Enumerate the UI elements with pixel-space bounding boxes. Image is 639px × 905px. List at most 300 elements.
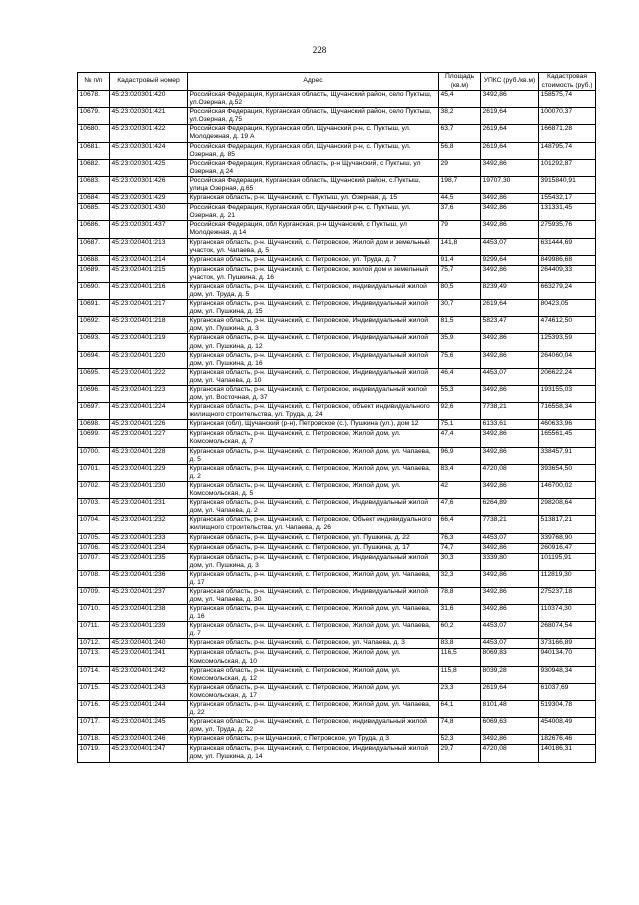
cadastral-number-cell: 45:23:020301:429: [110, 194, 188, 204]
table-header-row: [78, 73, 596, 91]
cadastral-number-cell: 45:23:020401:228: [110, 447, 188, 464]
area-cell: 37,6: [439, 204, 481, 221]
upks-cell: 8039,28: [481, 666, 539, 683]
row-number-cell: 10680.: [78, 125, 110, 142]
cadastral-value-cell: 393654,50: [539, 464, 596, 481]
upks-cell: 3492,86: [481, 334, 539, 351]
table-row: [78, 420, 596, 430]
cadastral-value-cell: 165561,45: [539, 430, 596, 447]
address-cell: Курганская область, р-н. Щучанский, с. Петровское, Индивидуальный жилой дом, ул. Пушкина, д. 15: [188, 300, 439, 317]
table-row: [78, 533, 596, 543]
table-row: [78, 718, 596, 735]
cadastral-value-cell: 125393,59: [539, 334, 596, 351]
cadastral-number-cell: 45:23:020401:226: [110, 420, 188, 430]
cadastral-value-cell: 140186,31: [539, 745, 596, 762]
table-row: [78, 481, 596, 498]
address-cell: Курганская область, р-н. Щучанский, с. Петровское, Объект индивидуального жилищного строительства, ул. Чапаева, д. 26: [188, 516, 439, 533]
cadastral-number-cell: 45:23:020401:234: [110, 543, 188, 553]
address-cell: Курганская область, р-н. Щучанский, с. Петровское, Жилой дом, ул. Чапаева, д. 16: [188, 605, 439, 622]
table-row: [78, 265, 596, 282]
table-row: [78, 666, 596, 683]
cadastral-number-cell: 45:23:020401:247: [110, 745, 188, 762]
row-number-cell: 10695.: [78, 368, 110, 385]
upks-cell: 3492,86: [481, 570, 539, 587]
table-body: [78, 91, 596, 763]
row-number-cell: 10705.: [78, 533, 110, 543]
area-cell: 81,5: [439, 317, 481, 334]
table-row: [78, 159, 596, 176]
cadastral-value-cell: 454008,49: [539, 718, 596, 735]
cadastral-value-cell: 849986,68: [539, 255, 596, 265]
row-number-cell: 10716.: [78, 701, 110, 718]
cadastral-value-cell: 61037,69: [539, 683, 596, 700]
address-cell: Российская Федерация, Курганская обл, Щучанский р-н, с. Пуктыш, ул. Озерная, д. 21: [188, 204, 439, 221]
row-number-cell: 10690.: [78, 282, 110, 299]
cadastral-number-cell: 45:23:020301:426: [110, 176, 188, 193]
row-number-cell: 10714.: [78, 666, 110, 683]
upks-cell: 3492,86: [481, 605, 539, 622]
row-number-cell: 10703.: [78, 499, 110, 516]
upks-cell: 3492,86: [481, 430, 539, 447]
address-cell: Курганская область, р-н. Щучанский, с. Петровское, Жилой дом, ул. Комсомольская, д. 7: [188, 430, 439, 447]
address-cell: Курганская область, р-н Щучанский, с Петровское, ул Труда, д 3: [188, 735, 439, 745]
table-row: [78, 735, 596, 745]
cadastral-number-cell: 45:23:020301:424: [110, 142, 188, 159]
table-row: [78, 221, 596, 238]
cadastral-value-cell: 663279,24: [539, 282, 596, 299]
address-cell: Курганская область, р-н. Щучанский, с. Петровское, Жилой дом, ул. Чапаева, д. 17: [188, 570, 439, 587]
cadastral-value-cell: 631444,69: [539, 238, 596, 255]
row-number-cell: 10692.: [78, 317, 110, 334]
area-cell: 79: [439, 221, 481, 238]
cadastral-number-cell: 45:23:020401:240: [110, 639, 188, 649]
area-cell: 56,8: [439, 142, 481, 159]
address-cell: Курганская область, р-н. Щучанский, с. Петровское, Индивидуальный жилой дом, ул. Пушкина, д. 16: [188, 351, 439, 368]
row-number-cell: 10701.: [78, 464, 110, 481]
cadastral-number-cell: 45:23:020401:229: [110, 464, 188, 481]
table-row: [78, 108, 596, 125]
upks-cell: 19707,30: [481, 176, 539, 193]
cadastral-number-cell: 45:23:020401:237: [110, 587, 188, 604]
cadastral-value-cell: 339768,90: [539, 533, 596, 543]
cadastral-value-cell: 146700,02: [539, 481, 596, 498]
cadastral-number-cell: 45:23:020401:244: [110, 701, 188, 718]
cadastral-value-cell: 373166,89: [539, 639, 596, 649]
upks-cell: 3339,80: [481, 553, 539, 570]
row-number-cell: 10684.: [78, 194, 110, 204]
cadastral-value-cell: 264409,33: [539, 265, 596, 282]
table-row: [78, 639, 596, 649]
upks-cell: 3492,86: [481, 543, 539, 553]
address-cell: Курганская область, р-н. Щучанский, с. Петровское, Жилой дом, ул. Чапаева, д. 2: [188, 464, 439, 481]
row-number-cell: 10713.: [78, 649, 110, 666]
address-cell: Курганская область, р-н. Щучанский, с. Петровское, жилой дом и земельный участок, ул. Пушкина, д. 16: [188, 265, 439, 282]
area-cell: 29,7: [439, 745, 481, 762]
upks-cell: 3492,86: [481, 159, 539, 176]
cadastral-value-cell: 275935,76: [539, 221, 596, 238]
upks-cell: 7738,21: [481, 403, 539, 420]
area-cell: 75,6: [439, 351, 481, 368]
upks-cell: 5823,47: [481, 317, 539, 334]
area-cell: 63,7: [439, 125, 481, 142]
area-cell: 96,9: [439, 447, 481, 464]
table-row: [78, 125, 596, 142]
cadastral-value-cell: 338457,91: [539, 447, 596, 464]
cadastral-number-cell: 45:23:020401:233: [110, 533, 188, 543]
table-row: [78, 142, 596, 159]
cadastral-number-cell: 45:23:020301:422: [110, 125, 188, 142]
row-number-cell: 10686.: [78, 221, 110, 238]
address-cell: Курганская область, р-н. Щучанский, с. Петровское, Жилой дом, ул. Комсомольская, д. 5: [188, 481, 439, 498]
row-number-cell: 10719.: [78, 745, 110, 762]
upks-cell: 4453,07: [481, 639, 539, 649]
row-number-cell: 10678.: [78, 91, 110, 108]
header-address: Адрес: [188, 73, 439, 91]
upks-cell: 2619,64: [481, 683, 539, 700]
cadastral-value-cell: 474612,50: [539, 317, 596, 334]
area-cell: 115,8: [439, 666, 481, 683]
upks-cell: 3492,86: [481, 481, 539, 498]
cadastral-number-cell: 45:23:020401:218: [110, 317, 188, 334]
cadastral-value-cell: 260916,47: [539, 543, 596, 553]
cadastral-number-cell: 45:23:020401:243: [110, 683, 188, 700]
area-cell: 74,8: [439, 718, 481, 735]
address-cell: Курганская область, р-н. Щучанский, с. Петровское, Индивидуальный жилой дом, ул. Чапаева, д. 2: [188, 499, 439, 516]
table-row: [78, 238, 596, 255]
upks-cell: 3492,86: [481, 204, 539, 221]
address-cell: Курганская область, р-н. Щучанский, с. Петровское, Индивидуальный жилой дом, ул. Чапаева, д. 30: [188, 587, 439, 604]
area-cell: 75,1: [439, 420, 481, 430]
table-row: [78, 403, 596, 420]
table-row: [78, 570, 596, 587]
table-row: [78, 351, 596, 368]
table-row: [78, 649, 596, 666]
cadastral-number-cell: 45:23:020401:235: [110, 553, 188, 570]
table-row: [78, 317, 596, 334]
area-cell: 74,7: [439, 543, 481, 553]
cadastral-value-cell: 268074,54: [539, 622, 596, 639]
cadastral-number-cell: 45:23:020401:214: [110, 255, 188, 265]
row-number-cell: 10706.: [78, 543, 110, 553]
table-row: [78, 543, 596, 553]
header-num: № п/п: [78, 73, 110, 91]
row-number-cell: 10693.: [78, 334, 110, 351]
upks-cell: 4720,08: [481, 745, 539, 762]
cadastral-value-cell: 100070,37: [539, 108, 596, 125]
address-cell: Курганская область, р-н. Щучанский, с. Петровское, ул. Пушкина, д. 22: [188, 533, 439, 543]
upks-cell: 4453,07: [481, 238, 539, 255]
upks-cell: 4453,07: [481, 533, 539, 543]
upks-cell: 2619,64: [481, 125, 539, 142]
area-cell: 198,7: [439, 176, 481, 193]
cadastral-value-cell: 110374,30: [539, 605, 596, 622]
row-number-cell: 10710.: [78, 605, 110, 622]
area-cell: 76,3: [439, 533, 481, 543]
row-number-cell: 10683.: [78, 176, 110, 193]
area-cell: 42: [439, 481, 481, 498]
cadastral-value-cell: 101195,91: [539, 553, 596, 570]
cadastral-value-cell: 264060,04: [539, 351, 596, 368]
upks-cell: 9299,64: [481, 255, 539, 265]
address-cell: Российская Федерация, Курганская обл, Щучанский р-н, с. Пуктыш, ул. Озерная, д. 85: [188, 142, 439, 159]
cadastral-number-cell: 45:23:020301:425: [110, 159, 188, 176]
table-row: [78, 194, 596, 204]
address-cell: Курганская область, р-н. Щучанский, с. Петровское, Индивидуальный жилой дом, ул. Чапаева, д. 10: [188, 368, 439, 385]
cadastral-number-cell: 45:23:020401:223: [110, 386, 188, 403]
cadastral-number-cell: 45:23:020401:220: [110, 351, 188, 368]
cadastral-number-cell: 45:23:020301:437: [110, 221, 188, 238]
area-cell: 44,5: [439, 194, 481, 204]
table-row: [78, 745, 596, 762]
cadastral-number-cell: 45:23:020301:430: [110, 204, 188, 221]
row-number-cell: 10689.: [78, 265, 110, 282]
address-cell: Российская Федерация, Курганская область, Щучанский район, село Пуктыш, ул.Озерная, д.52: [188, 91, 439, 108]
upks-cell: 8239,49: [481, 282, 539, 299]
cadastral-value-cell: 112819,30: [539, 570, 596, 587]
area-cell: 83,4: [439, 464, 481, 481]
cadastral-value-cell: 460633,96: [539, 420, 596, 430]
upks-cell: 3492,86: [481, 735, 539, 745]
cadastral-number-cell: 45:23:020401:215: [110, 265, 188, 282]
address-cell: Российская Федерация, Курганская обл, Щучанский р-н, с. Пуктыш, ул. Молодежная, д. 19 А: [188, 125, 439, 142]
table-row: [78, 334, 596, 351]
area-cell: 66,4: [439, 516, 481, 533]
upks-cell: 3492,86: [481, 386, 539, 403]
area-cell: 60,2: [439, 622, 481, 639]
row-number-cell: 10707.: [78, 553, 110, 570]
area-cell: 47,6: [439, 499, 481, 516]
address-cell: Курганская (обл), Щучанский (р-н), Петровское (с.), Пушкина (ул.), дом 12: [188, 420, 439, 430]
row-number-cell: 10708.: [78, 570, 110, 587]
cadastral-number-cell: 45:23:020301:421: [110, 108, 188, 125]
address-cell: Курганская область, р-н. Щучанский, с. Петровское, ул. Труда, д. 7: [188, 255, 439, 265]
cadastral-value-cell: 930948,34: [539, 666, 596, 683]
table-row: [78, 499, 596, 516]
cadastral-number-cell: 45:23:020401:238: [110, 605, 188, 622]
upks-cell: 3492,86: [481, 221, 539, 238]
cadastral-number-cell: 45:23:020401:224: [110, 403, 188, 420]
row-number-cell: 10711.: [78, 622, 110, 639]
cadastral-value-cell: 131331,45: [539, 204, 596, 221]
address-cell: Курганская область, р-н. Щучанский, с. Петровское, Жилой дом, ул. Комсомольская, д. 17: [188, 683, 439, 700]
table-row: [78, 300, 596, 317]
cadastral-number-cell: 45:23:020401:227: [110, 430, 188, 447]
row-number-cell: 10717.: [78, 718, 110, 735]
area-cell: 45,4: [439, 91, 481, 108]
upks-cell: 3492,86: [481, 447, 539, 464]
row-number-cell: 10691.: [78, 300, 110, 317]
address-cell: Курганская область, р-н. Щучанский, с. Петровское, Индивидуальный жилой дом, ул. Пушкина, д. 14: [188, 745, 439, 762]
upks-cell: 2619,64: [481, 108, 539, 125]
address-cell: Курганская область, р-н. Щучанский, с. Пуктыш, ул. Озерная, д. 15: [188, 194, 439, 204]
cadastral-table: [77, 72, 596, 763]
cadastral-number-cell: 45:23:020401:241: [110, 649, 188, 666]
address-cell: Курганская область, р-н. Щучанский, с. Петровское, Жилой дом, ул. Чапаева, д. 22: [188, 701, 439, 718]
cadastral-number-cell: 45:23:020301:420: [110, 91, 188, 108]
row-number-cell: 10687.: [78, 238, 110, 255]
area-cell: 32,3: [439, 570, 481, 587]
row-number-cell: 10694.: [78, 351, 110, 368]
cadastral-number-cell: 45:23:020401:246: [110, 735, 188, 745]
cadastral-value-cell: 155432,17: [539, 194, 596, 204]
table-row: [78, 176, 596, 193]
upks-cell: 3492,86: [481, 351, 539, 368]
table-row: [78, 683, 596, 700]
upks-cell: 2619,64: [481, 300, 539, 317]
row-number-cell: 10681.: [78, 142, 110, 159]
address-cell: Российская Федерация, Курганская область, Щучанский район, село Пуктыш, ул.Озерная, д.75: [188, 108, 439, 125]
cadastral-value-cell: 513817,21: [539, 516, 596, 533]
area-cell: 46,4: [439, 368, 481, 385]
table-row: [78, 587, 596, 604]
cadastral-value-cell: 519304,78: [539, 701, 596, 718]
area-cell: 29: [439, 159, 481, 176]
table-row: [78, 91, 596, 108]
table-row: [78, 605, 596, 622]
cadastral-number-cell: 45:23:020401:245: [110, 718, 188, 735]
cadastral-number-cell: 45:23:020401:217: [110, 300, 188, 317]
page-number: 228: [312, 45, 327, 55]
area-cell: 31,6: [439, 605, 481, 622]
row-number-cell: 10715.: [78, 683, 110, 700]
row-number-cell: 10699.: [78, 430, 110, 447]
address-cell: Курганская область, р-н. Щучанский, с. Петровское, Индивидуальный жилой дом, ул. Пушкина, д. 3: [188, 553, 439, 570]
area-cell: 80,5: [439, 282, 481, 299]
upks-cell: 3492,86: [481, 587, 539, 604]
cadastral-number-cell: 45:23:020401:230: [110, 481, 188, 498]
area-cell: 78,8: [439, 587, 481, 604]
address-cell: Курганская область, р-н. Щучанский, с. Петровское, индивидуальный жилой дом, ул. Труда, д. 5: [188, 282, 439, 299]
table-row: [78, 622, 596, 639]
table-row: [78, 282, 596, 299]
cadastral-value-cell: 148795,74: [539, 142, 596, 159]
table-row: [78, 255, 596, 265]
area-cell: 64,1: [439, 701, 481, 718]
table-row: [78, 464, 596, 481]
cadastral-value-cell: 80423,05: [539, 300, 596, 317]
address-cell: Российская Федерация, Курганская область, р-н Щучанский, с Пуктыш, ул Озерная, д 24: [188, 159, 439, 176]
upks-cell: 4453,07: [481, 622, 539, 639]
address-cell: Курганская область, р-н. Щучанский, с. Петровское, Индивидуальный жилой дом, ул. Пушкина, д. 12: [188, 334, 439, 351]
row-number-cell: 10688.: [78, 255, 110, 265]
row-number-cell: 10696.: [78, 386, 110, 403]
cadastral-value-cell: 298208,64: [539, 499, 596, 516]
upks-cell: 3492,86: [481, 194, 539, 204]
table-row: [78, 701, 596, 718]
cadastral-number-cell: 45:23:020401:236: [110, 570, 188, 587]
table-row: [78, 386, 596, 403]
cadastral-value-cell: 166871,28: [539, 125, 596, 142]
table-row: [78, 368, 596, 385]
area-cell: 92,6: [439, 403, 481, 420]
row-number-cell: 10718.: [78, 735, 110, 745]
address-cell: Российская Федерация, Курганская область, Щучанский район, с.Пуктыш, улица Озерная, д.65: [188, 176, 439, 193]
address-cell: Курганская область, р-н. Щучанский, с. Петровское, ул. Чапаева, д. 3: [188, 639, 439, 649]
table-row: [78, 204, 596, 221]
row-number-cell: 10685.: [78, 204, 110, 221]
address-cell: Курганская область, р-н. Щучанский, с. Петровское, ул. Пушкина, д. 17: [188, 543, 439, 553]
upks-cell: 6133,61: [481, 420, 539, 430]
row-number-cell: 10679.: [78, 108, 110, 125]
cadastral-value-cell: 206622,24: [539, 368, 596, 385]
table-row: [78, 430, 596, 447]
upks-cell: 2619,64: [481, 142, 539, 159]
cadastral-value-cell: 3915840,91: [539, 176, 596, 193]
area-cell: 75,7: [439, 265, 481, 282]
row-number-cell: 10702.: [78, 481, 110, 498]
upks-cell: 8069,83: [481, 649, 539, 666]
area-cell: 141,8: [439, 238, 481, 255]
area-cell: 23,3: [439, 683, 481, 700]
row-number-cell: 10700.: [78, 447, 110, 464]
upks-cell: 6264,89: [481, 499, 539, 516]
address-cell: Курганская область, р-н. Щучанский, с. Петровское, Жилой дом, ул. Чапаева, д. 5: [188, 447, 439, 464]
address-cell: Курганская область, р-н. Щучанский, с. Петровское, Жилой дом и земельный участок, ул. Чапаева, д. 5: [188, 238, 439, 255]
address-cell: Курганская область, р-н. Щучанский, с. Петровское, индивидуальный жилой дом, ул. Восточная, д. 37: [188, 386, 439, 403]
row-number-cell: 10704.: [78, 516, 110, 533]
address-cell: Курганская область, р-н. Щучанский, с. Петровское, Жилой дом, ул. Комсомольская, д. 12: [188, 666, 439, 683]
table-row: [78, 553, 596, 570]
upks-cell: 7738,21: [481, 516, 539, 533]
cadastral-number-cell: 45:23:020401:242: [110, 666, 188, 683]
address-cell: Курганская область, р-н. Щучанский, с. Петровское, Жилой дом, ул. Комсомольская, д. 10: [188, 649, 439, 666]
cadastral-value-cell: 940134,70: [539, 649, 596, 666]
header-cadastral-value: Кадастровая стоимость (руб.): [539, 73, 596, 91]
row-number-cell: 10698.: [78, 420, 110, 430]
table-row: [78, 516, 596, 533]
upks-cell: 3492,86: [481, 265, 539, 282]
area-cell: 83,8: [439, 639, 481, 649]
header-area: Площадь (кв.м): [439, 73, 481, 91]
area-cell: 52,3: [439, 735, 481, 745]
area-cell: 55,3: [439, 386, 481, 403]
row-number-cell: 10697.: [78, 403, 110, 420]
upks-cell: 8101,48: [481, 701, 539, 718]
area-cell: 30,3: [439, 553, 481, 570]
area-cell: 116,5: [439, 649, 481, 666]
area-cell: 35,9: [439, 334, 481, 351]
cadastral-number-cell: 45:23:020401:219: [110, 334, 188, 351]
cadastral-number-cell: 45:23:020401:216: [110, 282, 188, 299]
address-cell: Курганская область, р-н. Щучанский, с. Петровское, Жилой дом, ул. Чапаева, д. 7: [188, 622, 439, 639]
cadastral-number-cell: 45:23:020401:231: [110, 499, 188, 516]
upks-cell: 4720,08: [481, 464, 539, 481]
header-upks: УПКС (руб./кв.м): [481, 73, 539, 91]
address-cell: Курганская область, р-н. Щучанский, с. Петровское, индивидуальный жилой дом, ул. Труда, д. 22: [188, 718, 439, 735]
address-cell: Курганская область, р-н. Щучанский, с. Петровское, Индивидуальный жилой дом, ул. Пушкина, д. 3: [188, 317, 439, 334]
upks-cell: 4453,07: [481, 368, 539, 385]
cadastral-value-cell: 716558,34: [539, 403, 596, 420]
area-cell: 38,2: [439, 108, 481, 125]
cadastral-number-cell: 45:23:020401:222: [110, 368, 188, 385]
cadastral-number-cell: 45:23:020401:239: [110, 622, 188, 639]
cadastral-value-cell: 101292,87: [539, 159, 596, 176]
row-number-cell: 10682.: [78, 159, 110, 176]
cadastral-value-cell: 182676,46: [539, 735, 596, 745]
cadastral-value-cell: 158575,74: [539, 91, 596, 108]
upks-cell: 6069,63: [481, 718, 539, 735]
area-cell: 30,7: [439, 300, 481, 317]
address-cell: Курганская область, р-н. Щучанский, с. Петровское, объект индивидуального жилищного строительства, ул. Труда, д. 24: [188, 403, 439, 420]
cadastral-value-cell: 275237,18: [539, 587, 596, 604]
row-number-cell: 10712.: [78, 639, 110, 649]
cadastral-number-cell: 45:23:020401:232: [110, 516, 188, 533]
area-cell: 91,4: [439, 255, 481, 265]
upks-cell: 3492,86: [481, 91, 539, 108]
header-cadastral-number: Кадастровый номер: [110, 73, 188, 91]
cadastral-value-cell: 193155,03: [539, 386, 596, 403]
address-cell: Российская Федерация, обл Курганская, р-н Щучанский, с Пуктыш, ул Молодежная, д 14: [188, 221, 439, 238]
